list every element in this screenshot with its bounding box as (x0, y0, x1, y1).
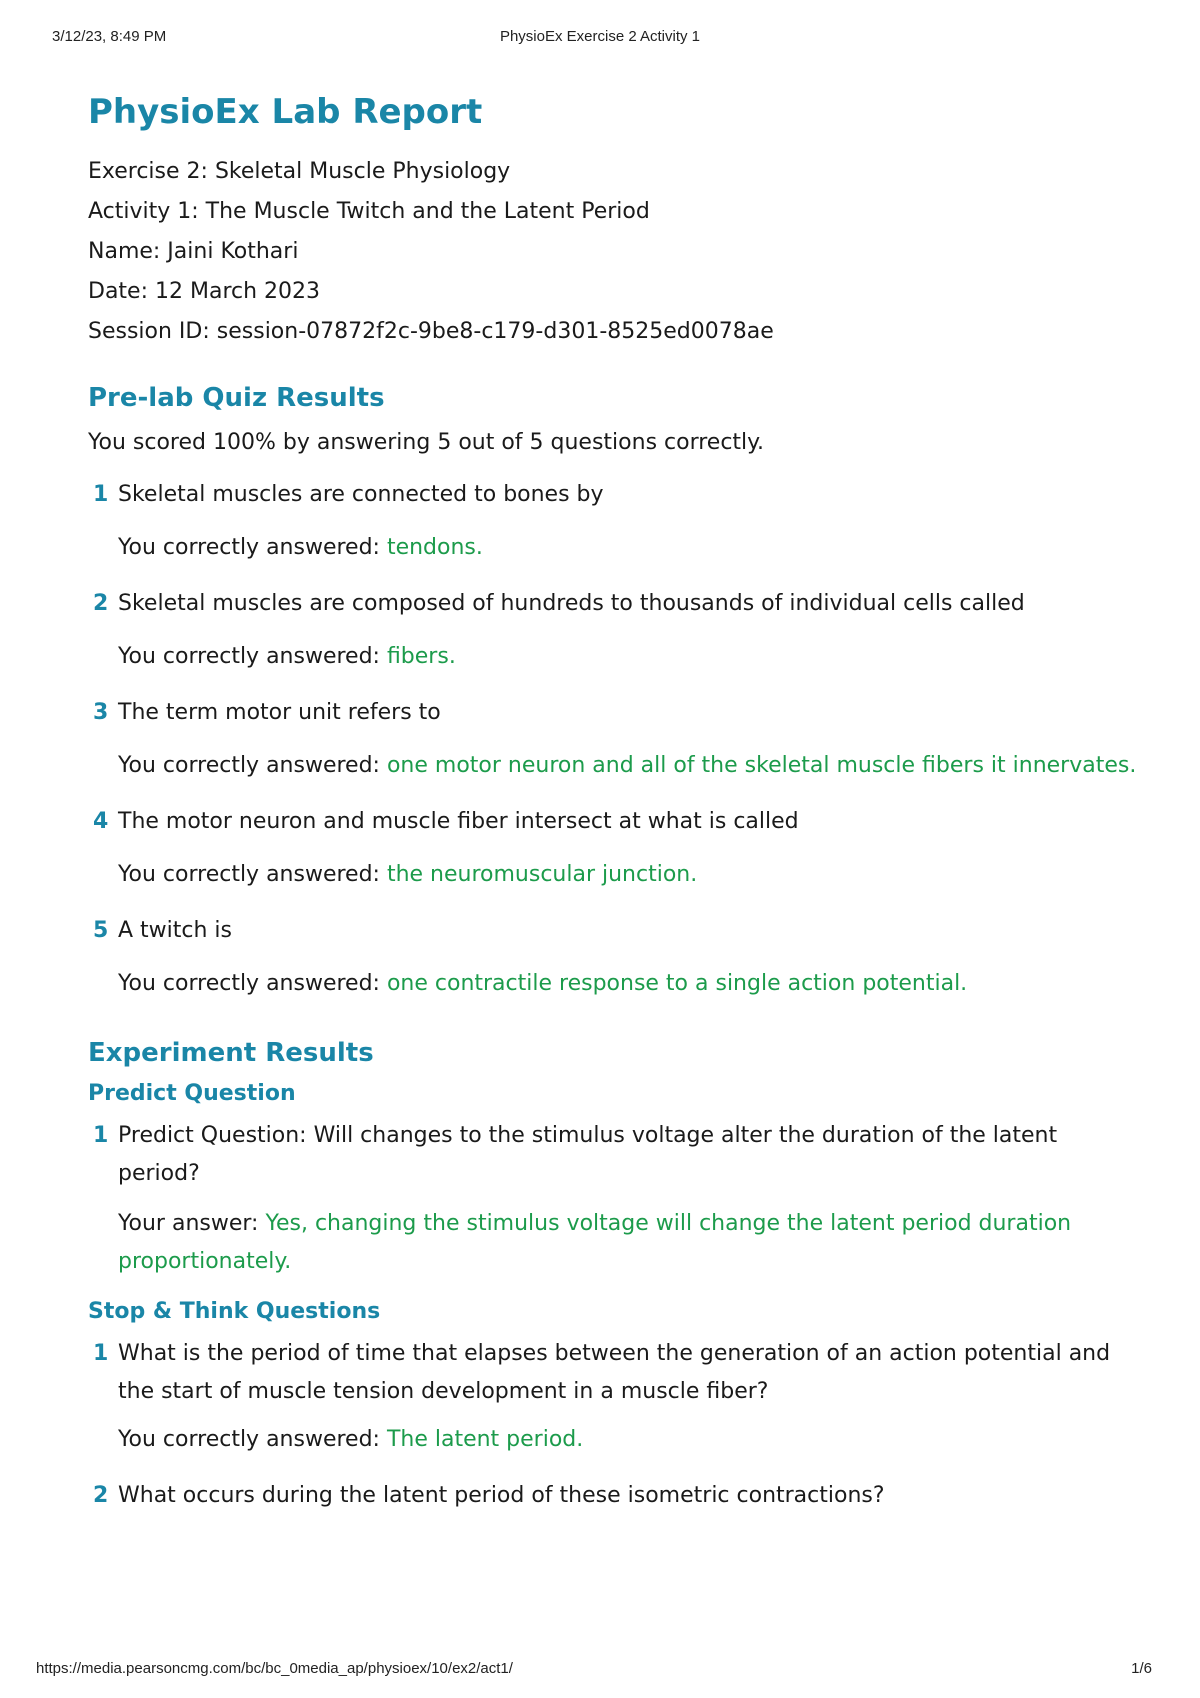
experiment-heading: Experiment Results (88, 1038, 374, 1068)
question-text: What occurs during the latent period of these isometric contractions? (118, 1483, 885, 1508)
answer-line (118, 529, 1138, 567)
answer-prefix: You correctly answered: (118, 753, 387, 778)
answer-prefix: You correctly answered: (118, 862, 387, 887)
predict-heading: Predict Question (88, 1081, 296, 1106)
answer-prefix: You correctly answered: (118, 971, 387, 996)
activity-line: Activity 1: The Muscle Twitch and the Latent Period (88, 199, 650, 224)
question-text: Skeletal muscles are composed of hundreds to thousands of individual cells called (118, 591, 1025, 616)
answer-line (118, 1205, 1138, 1281)
answer-line (118, 1421, 1138, 1459)
question-text: The term motor unit refers to (118, 700, 441, 725)
your-answer: Yes, changing the stimulus voltage will change the latent period duration proportionately. (118, 1211, 1072, 1274)
question-number: 3 (93, 700, 109, 725)
page-number: 1/6 (1131, 1660, 1152, 1677)
question-text: What is the period of time that elapses between the generation of an action potential and the start of muscle tension development in a muscle fiber? (118, 1341, 1111, 1404)
answer-prefix: You correctly answered: (118, 535, 387, 560)
prelab-question (88, 803, 1138, 894)
predict-question (88, 1117, 1138, 1281)
exercise-line: Exercise 2: Skeletal Muscle Physiology (88, 159, 511, 184)
page-url: https://media.pearsoncmg.com/bc/bc_0media_ap/physioex/10/ex2/act1/ (36, 1660, 513, 1677)
prelab-question (88, 694, 1138, 785)
prelab-question (88, 912, 1138, 1003)
correct-answer: fibers. (386, 644, 456, 669)
question-number: 5 (93, 918, 109, 943)
correct-answer: the neuromuscular junction. (386, 862, 698, 887)
question-text: A twitch is (118, 918, 233, 943)
report-meta (88, 152, 1138, 352)
answer-line (118, 856, 1138, 894)
answer-prefix: You correctly answered: (118, 1427, 387, 1452)
correct-answer: tendons. (386, 535, 483, 560)
correct-answer: The latent period. (386, 1427, 584, 1452)
question-number: 1 (93, 482, 109, 507)
print-footer (0, 1660, 1200, 1682)
prelab-question (88, 585, 1138, 676)
prelab-heading: Pre-lab Quiz Results (88, 383, 385, 413)
session-id-line: Session ID: session-07872f2c-9be8-c179-d301-8525ed0078ae (88, 319, 774, 344)
report-title: PhysioEx Lab Report (88, 92, 483, 132)
print-title: PhysioEx Exercise 2 Activity 1 (499, 28, 701, 45)
question-number: 1 (93, 1341, 109, 1366)
answer-line (118, 747, 1138, 785)
prelab-score: You scored 100% by answering 5 out of 5 questions correctly. (88, 430, 765, 455)
stop-think-question (88, 1335, 1138, 1459)
correct-answer: one contractile response to a single action potential. (386, 971, 968, 996)
correct-answer: one motor neuron and all of the skeletal muscle fibers it innervates. (386, 753, 1137, 778)
question-number: 4 (93, 809, 109, 834)
question-number: 2 (93, 1483, 109, 1508)
stop-think-heading: Stop & Think Questions (88, 1299, 381, 1324)
question-number: 2 (93, 591, 109, 616)
question-text: Skeletal muscles are connected to bones by (118, 482, 604, 507)
stop-think-question (88, 1477, 1138, 1515)
lab-report (88, 86, 1138, 1515)
date-line: Date: 12 March 2023 (88, 279, 321, 304)
question-number: 1 (93, 1123, 109, 1148)
answer-prefix: Your answer: (118, 1211, 266, 1236)
answer-prefix: You correctly answered: (118, 644, 387, 669)
question-text: Predict Question: Will changes to the stimulus voltage alter the duration of the latent period? (118, 1123, 1058, 1186)
print-header (0, 28, 1200, 50)
name-line: Name: Jaini Kothari (88, 239, 299, 264)
question-text: The motor neuron and muscle fiber intersect at what is called (118, 809, 799, 834)
prelab-question (88, 476, 1138, 567)
answer-line (118, 638, 1138, 676)
print-date: 3/12/23, 8:49 PM (52, 28, 167, 45)
answer-line (118, 965, 1138, 1003)
